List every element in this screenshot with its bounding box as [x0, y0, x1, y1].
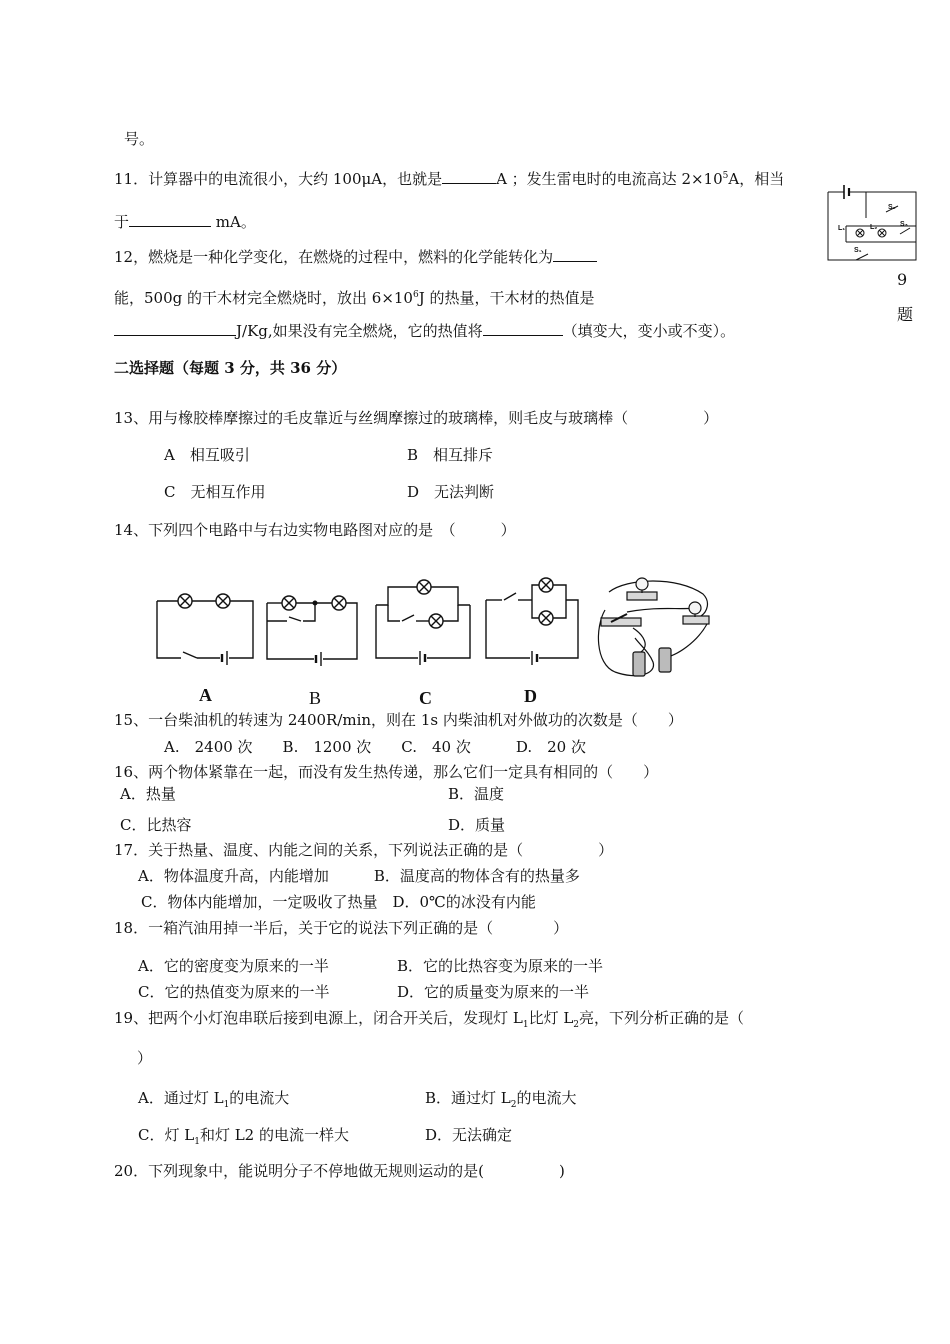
- q12-text-c1: J/Kg,如果没有完全燃烧，它的热值将: [236, 322, 483, 340]
- q11-text-d: 于: [114, 213, 130, 231]
- subscript: 1: [522, 1020, 529, 1030]
- option-18a[interactable]: A．它的密度变为原来的一半: [138, 957, 329, 975]
- question-17: 17．关于热量、温度、内能之间的关系，下列说法正确的是（ ）: [114, 841, 614, 859]
- subscript: 1: [223, 1100, 230, 1110]
- answer-blank[interactable]: [442, 169, 496, 184]
- q11-text-a: 11．计算器中的电流很小，大约 100μA，也就是: [114, 170, 443, 188]
- option-16b[interactable]: B．温度: [448, 785, 505, 803]
- q19-text-b: 比灯 L: [528, 1009, 574, 1027]
- subscript: 2: [510, 1100, 517, 1110]
- q19-text-a: 19、把两个小灯泡串联后接到电源上，闭合开关后，发现灯 L: [114, 1009, 523, 1027]
- options-17-cd[interactable]: C．物体内能增加，一定吸收了热量 D．0℃的冰没有内能: [141, 893, 536, 911]
- label-l2: L₂: [870, 224, 878, 231]
- option-13b[interactable]: B 相互排斥: [407, 446, 494, 464]
- exponent: 6: [412, 290, 419, 300]
- options-17-ab[interactable]: A．物体温度升高，内能增加 B．温度高的物体含有的热量多: [138, 867, 580, 885]
- option-16d[interactable]: D．质量: [448, 816, 506, 834]
- circuit-diagram-c: [376, 575, 476, 665]
- answer-blank[interactable]: [129, 212, 211, 227]
- option-19c[interactable]: [138, 1125, 349, 1152]
- circuit-label-b[interactable]: B: [309, 688, 322, 708]
- question-11: [114, 166, 784, 189]
- q19-text-c: 亮，下列分析正确的是（: [579, 1009, 745, 1027]
- option-19d[interactable]: D．无法确定: [425, 1126, 513, 1144]
- option-16a[interactable]: A．热量: [120, 785, 176, 803]
- option-13c[interactable]: C 无相互作用: [164, 483, 266, 501]
- answer-blank[interactable]: [553, 247, 597, 262]
- circuit-label-c[interactable]: C: [419, 688, 432, 708]
- label-l1: L₁: [838, 225, 846, 232]
- figure-9-number: 9: [897, 270, 908, 289]
- options-15[interactable]: A. 2400 次 B. 1200 次 C. 40 次 D. 20 次: [164, 738, 586, 756]
- question-18: 18．一箱汽油用掉一半后，关于它的说法下列正确的是（ ）: [114, 919, 569, 937]
- question-16: 16、两个物体紧靠在一起，而没有发生热传递，那么它们一定具有相同的（ ）: [114, 763, 659, 781]
- question-12-cont2: [114, 321, 735, 341]
- option-19b-text2: 的电流大: [516, 1089, 577, 1107]
- question-13: 13、用与橡胶棒摩擦过的毛皮靠近与丝绸摩擦过的玻璃棒，则毛皮与玻璃棒（ ）: [114, 409, 719, 427]
- circuit-label-d[interactable]: D: [524, 686, 537, 706]
- figure-9-caption: 题: [897, 305, 914, 324]
- circuit-diagram-d: [486, 575, 586, 665]
- option-19b[interactable]: [425, 1088, 577, 1115]
- question-11-cont: [114, 212, 256, 232]
- subscript: 1: [194, 1137, 200, 1147]
- subscript: 2: [573, 1020, 580, 1030]
- option-16c[interactable]: C．比热容: [120, 816, 192, 834]
- circuit-diagram-a: [157, 593, 257, 663]
- question-19-close: ）: [137, 1049, 153, 1067]
- option-18d[interactable]: D．它的质量变为原来的一半: [397, 983, 590, 1001]
- answer-blank[interactable]: [114, 321, 236, 336]
- question-20: 20．下列现象中，能说明分子不停地做无规则运动的是( ): [114, 1162, 565, 1180]
- q11-text-b: A ；发生雷电时的电流高达 2×10: [496, 170, 723, 188]
- question-12-cont: [114, 285, 595, 308]
- option-13a[interactable]: A 相互吸引: [164, 446, 250, 464]
- label-s3: S₃: [900, 221, 908, 228]
- option-18c[interactable]: C．它的热值变为原来的一半: [138, 983, 330, 1001]
- circuit-figure-9: [826, 182, 926, 262]
- label-s1: S₁: [854, 247, 862, 254]
- q12-text-b1: 能，500g 的干木材完全燃烧时，放出 6×10: [114, 289, 413, 307]
- option-19c-text: C．灯 L: [138, 1126, 195, 1144]
- physical-circuit-picture: [597, 572, 712, 682]
- option-13d[interactable]: D 无法判断: [407, 483, 495, 501]
- q11-text-c: A，相当: [728, 170, 785, 188]
- option-18b[interactable]: B．它的比热容变为原来的一半: [397, 957, 604, 975]
- q12-text-a: 12，燃烧是一种化学变化，在燃烧的过程中，燃料的化学能转化为: [114, 248, 554, 266]
- option-19a[interactable]: [138, 1088, 289, 1115]
- circuit-label-a[interactable]: A: [199, 685, 212, 705]
- answer-blank[interactable]: [483, 321, 563, 336]
- text-line: 号。: [124, 130, 155, 148]
- label-s2: S₂: [888, 204, 896, 211]
- section-title: 二选择题（每题 3 分，共 36 分）: [114, 359, 347, 377]
- option-19a-text2: 的电流大: [229, 1089, 290, 1107]
- question-15: 15、一台柴油机的转速为 2400R/min，则在 1s 内柴油机对外做功的次数是（ ）: [114, 711, 683, 729]
- q11-text-e: mA。: [211, 213, 256, 231]
- option-19b-text: B．通过灯 L: [425, 1089, 511, 1107]
- option-19c-text2: 和灯 L2 的电流一样大: [199, 1126, 349, 1144]
- q12-text-b2: J 的热量，干木材的热值是: [418, 289, 595, 307]
- option-19a-text: A．通过灯 L: [138, 1089, 224, 1107]
- question-12: [114, 247, 597, 267]
- question-14: 14、下列四个电路中与右边实物电路图对应的是 （ ）: [114, 521, 516, 539]
- circuit-diagram-b: [267, 593, 363, 663]
- exponent: 5: [722, 171, 729, 181]
- question-19: [114, 1008, 744, 1035]
- q12-text-c2: （填变大，变小或不变）。: [562, 322, 736, 340]
